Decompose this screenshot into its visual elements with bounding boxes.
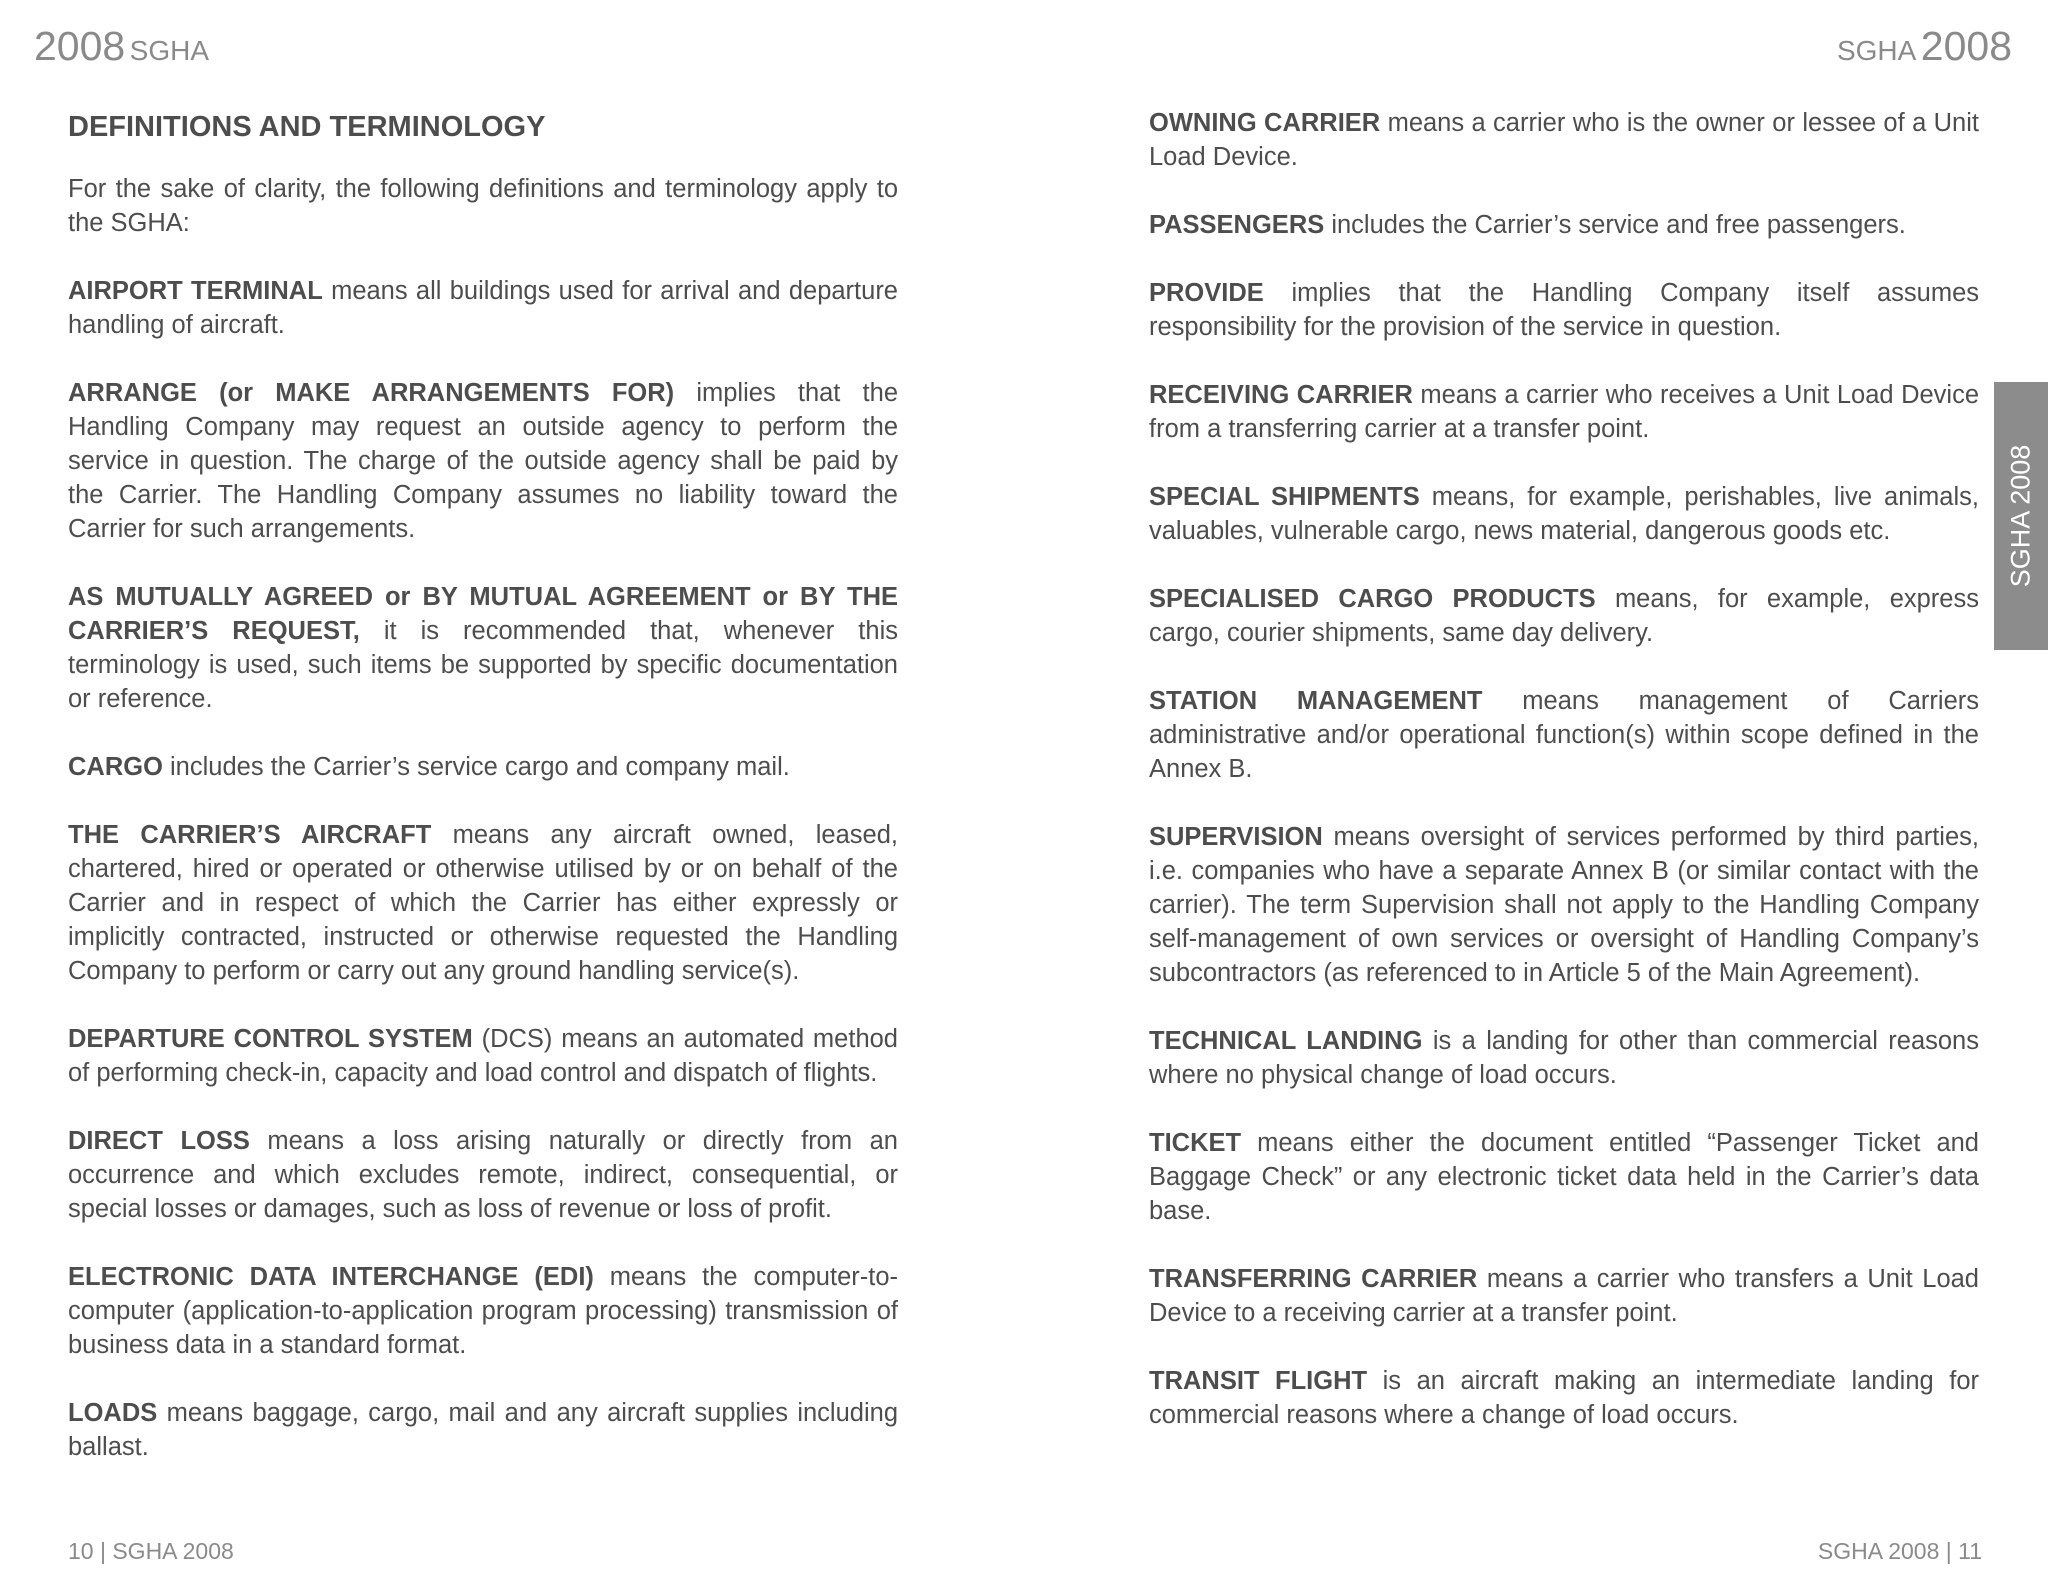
definition-term: TECHNICAL LANDING bbox=[1149, 1027, 1423, 1055]
definition-technical-landing bbox=[1149, 1024, 1979, 1092]
definition-special-shipments bbox=[1149, 480, 1979, 548]
definition-term: PASSENGERS bbox=[1149, 211, 1325, 239]
definition-station-management bbox=[1149, 684, 1979, 786]
definition-direct-loss bbox=[68, 1124, 898, 1226]
definition-transit-flight bbox=[1149, 1364, 1979, 1432]
definition-ticket bbox=[1149, 1126, 1979, 1228]
definition-text: is an aircraft making an intermediate landing for commercial reasons where a change of load occurs. bbox=[1149, 1367, 1979, 1429]
definition-arrange bbox=[68, 376, 898, 546]
definition-term: DIRECT LOSS bbox=[68, 1127, 250, 1155]
right-running-head bbox=[1836, 23, 2012, 69]
right-page-footer: SGHA 2008 | 11 bbox=[1817, 1538, 1982, 1564]
definition-text: includes the Carrier’s service cargo and company mail. bbox=[162, 753, 790, 781]
section-heading: DEFINITIONS AND TERMINOLOGY bbox=[68, 111, 546, 143]
definition-term: LOADS bbox=[68, 1399, 158, 1427]
right-page-content bbox=[1149, 106, 1979, 1466]
definition-supervision bbox=[1149, 820, 1979, 990]
definition-text: implies that the Handling Company may request an outside agency to perform the service in question. The charge of the outside agency shall be paid by the Carrier. The Handling Company assumes no liability toward the Carrier for such arrangements. bbox=[68, 379, 899, 543]
side-tab-label: SGHA 2008 bbox=[2005, 444, 2036, 588]
definition-airport-terminal bbox=[68, 274, 898, 342]
definition-text: means management of Carriers administrative and/or operational function(s) within scope defined in the Annex B. bbox=[1149, 687, 1979, 783]
definition-term: AS MUTUALLY AGREED or BY MUTUAL AGREEMENT or BY THE CARRIER’S REQUEST, bbox=[68, 583, 898, 645]
definition-term: ARRANGE (or MAKE ARRANGEMENTS FOR) bbox=[68, 379, 675, 407]
intro-paragraph: For the sake of clarity, the following definitions and terminology apply to the SGHA: bbox=[68, 175, 898, 237]
definition-term: TRANSFERRING CARRIER bbox=[1149, 1265, 1478, 1293]
left-running-head bbox=[34, 23, 210, 69]
definition-text: means baggage, cargo, mail and any aircraft supplies including ballast. bbox=[68, 1399, 898, 1461]
definition-term: RECEIVING CARRIER bbox=[1149, 381, 1413, 409]
right-running-head-title: SGHA bbox=[1836, 35, 1917, 66]
definition-term: TICKET bbox=[1149, 1129, 1242, 1157]
definition-text: (DCS) means an automated method of performing check-in, capacity and load control and dispatch of flights. bbox=[68, 1025, 898, 1087]
definition-mutually-agreed bbox=[68, 580, 898, 716]
definition-text: is a landing for other than commercial reasons where no physical change of load occurs. bbox=[1149, 1027, 1979, 1089]
definition-term: CARGO bbox=[68, 753, 163, 781]
definition-term: SPECIAL SHIPMENTS bbox=[1149, 483, 1420, 511]
definition-text: means either the document entitled “Passenger Ticket and Baggage Check” or any electronic ticket data held in the Carrier’s data base. bbox=[1149, 1129, 1979, 1225]
definition-text: implies that the Handling Company itself assumes responsibility for the provision of the service in question. bbox=[1149, 279, 1979, 341]
definition-loads bbox=[68, 1396, 898, 1464]
definition-text: means any aircraft owned, leased, chartered, hired or operated or otherwise utilised by or on behalf of the Carrier and in respect of which the Carrier has either expressly or implicitly contracted, instructed or otherwise requested the Handling Company to perform or carry out any ground handling service(s). bbox=[68, 821, 898, 985]
definition-owning-carrier bbox=[1149, 106, 1979, 174]
definition-term: AIRPORT TERMINAL bbox=[68, 277, 323, 305]
definition-cargo bbox=[68, 750, 898, 784]
definition-text: means, for example, perishables, live animals, valuables, vulnerable cargo, news material, dangerous goods etc. bbox=[1149, 483, 1979, 545]
left-running-head-year: 2008 bbox=[34, 23, 126, 69]
definition-text: means all buildings used for arrival and departure handling of aircraft. bbox=[68, 277, 898, 339]
definition-specialised-cargo-products bbox=[1149, 582, 1979, 650]
definition-text: means oversight of services performed by third parties, i.e. companies who have a separate Annex B (or similar contact with the carrier). The term Supervision shall not apply to the Handling Company self-management of own services or oversight of Handling Company’s subcontractors (as referenced to in Article 5 of the Main Agreement). bbox=[1149, 823, 1979, 987]
section-side-tab bbox=[1994, 382, 2048, 650]
definition-term: OWNING CARRIER bbox=[1149, 109, 1381, 137]
definition-edi bbox=[68, 1260, 898, 1362]
definition-passengers bbox=[1149, 208, 1979, 242]
right-running-head-year: 2008 bbox=[1920, 23, 2012, 69]
definition-term: PROVIDE bbox=[1149, 279, 1264, 307]
definition-provide bbox=[1149, 276, 1979, 344]
left-running-head-title: SGHA bbox=[129, 35, 210, 66]
definition-term: THE CARRIER’S AIRCRAFT bbox=[68, 821, 432, 849]
definition-term: STATION MANAGEMENT bbox=[1149, 687, 1483, 715]
definition-text: means, for example, express cargo, courier shipments, same day delivery. bbox=[1149, 585, 1979, 647]
definition-text: it is recommended that, whenever this terminology is used, such items be supported by specific documentation or reference. bbox=[68, 617, 898, 713]
definition-term: ELECTRONIC DATA INTERCHANGE (EDI) bbox=[68, 1263, 594, 1291]
definition-term: SUPERVISION bbox=[1149, 823, 1323, 851]
definition-text: means a carrier who transfers a Unit Load Device to a receiving carrier at a transfer point. bbox=[1149, 1265, 1979, 1327]
definition-text: means a loss arising naturally or directly from an occurrence and which excludes remote, indirect, consequential, or special losses or damages, such as loss of revenue or loss of profit. bbox=[68, 1127, 898, 1223]
definition-transferring-carrier bbox=[1149, 1262, 1979, 1330]
definition-text: means a carrier who receives a Unit Load Device from a transferring carrier at a transfer point. bbox=[1149, 381, 1980, 443]
right-page bbox=[1024, 0, 2048, 1593]
definition-receiving-carrier bbox=[1149, 378, 1979, 446]
definition-text: means a carrier who is the owner or lessee of a Unit Load Device. bbox=[1149, 109, 1979, 171]
left-page-footer: 10 | SGHA 2008 bbox=[68, 1538, 234, 1564]
definition-carriers-aircraft bbox=[68, 818, 898, 988]
definition-term: TRANSIT FLIGHT bbox=[1149, 1367, 1368, 1395]
definition-departure-control-system bbox=[68, 1022, 898, 1090]
definition-term: DEPARTURE CONTROL SYSTEM bbox=[68, 1025, 473, 1053]
definition-text: means the computer-to-computer (application-to-application program processing) transmission of business data in a standard format. bbox=[68, 1263, 898, 1359]
definition-term: SPECIALISED CARGO PRODUCTS bbox=[1149, 585, 1596, 613]
left-page-content bbox=[68, 108, 898, 1498]
definition-text: includes the Carrier’s service and free passengers. bbox=[1324, 211, 1906, 239]
